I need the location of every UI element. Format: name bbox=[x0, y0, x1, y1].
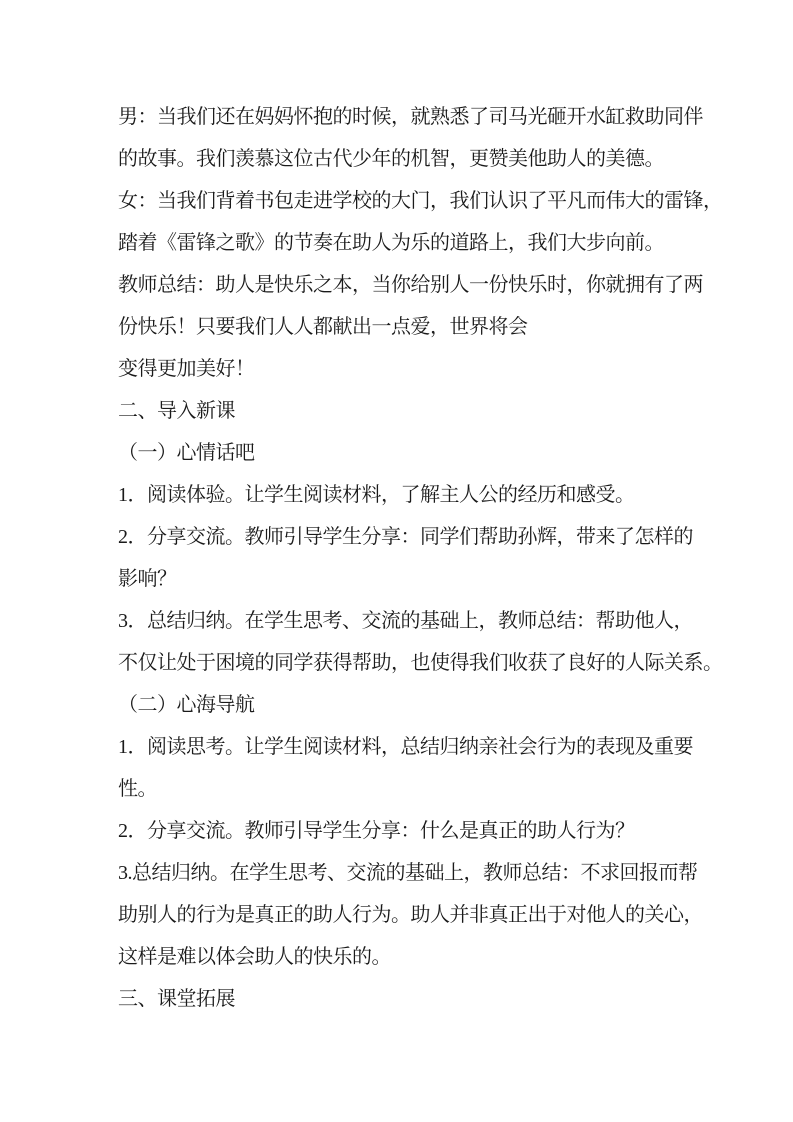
section-heading: 二、导入新课 bbox=[118, 400, 235, 422]
text-line: 2．分享交流。教师引导学生分享：同学们帮助孙辉，带来了怎样的 bbox=[118, 526, 693, 548]
text-line: 1．阅读思考。让学生阅读材料，总结归纳亲社会行为的表现及重要 bbox=[118, 736, 693, 758]
text-line: 的故事。我们羡慕这位古代少年的机智，更赞美他助人的美德。 bbox=[118, 148, 664, 170]
document-text-block bbox=[118, 96, 723, 1020]
text-line: 3．总结归纳。在学生思考、交流的基础上，教师总结：帮助他人， bbox=[118, 610, 693, 632]
text-line: 男：当我们还在妈妈怀抱的时候，就熟悉了司马光砸开水缸救助同伴 bbox=[118, 106, 703, 128]
text-line: 份快乐！只要我们人人都献出一点爱，世界将会 bbox=[118, 316, 528, 338]
text-line: 3.总结归纳。在学生思考、交流的基础上，教师总结：不求回报而帮 bbox=[118, 862, 698, 884]
subsection-heading: （二）心海导航 bbox=[118, 694, 255, 716]
text-line: 这样是难以体会助人的快乐的。 bbox=[118, 946, 391, 968]
subsection-heading: （一）心情话吧 bbox=[118, 442, 255, 464]
text-line: 助别人的行为是真正的助人行为。助人并非真正出于对他人的关心， bbox=[118, 904, 703, 926]
text-line: 性。 bbox=[118, 778, 157, 800]
text-line: 女：当我们背着书包走进学校的大门，我们认识了平凡而伟大的雷锋， bbox=[118, 190, 723, 212]
text-line: 不仅让处于困境的同学获得帮助，也使得我们收获了良好的人际关系。 bbox=[118, 652, 723, 674]
text-line: 2．分享交流。教师引导学生分享：什么是真正的助人行为？ bbox=[118, 820, 635, 842]
text-line: 变得更加美好！ bbox=[118, 358, 255, 380]
text-line: 踏着《雷锋之歌》的节奏在助人为乐的道路上，我们大步向前。 bbox=[118, 232, 664, 254]
text-line: 教师总结：助人是快乐之本，当你给别人一份快乐时，你就拥有了两 bbox=[118, 274, 703, 296]
text-line: 1．阅读体验。让学生阅读材料，了解主人公的经历和感受。 bbox=[118, 484, 635, 506]
section-heading: 三、课堂拓展 bbox=[118, 988, 235, 1010]
text-line: 影响？ bbox=[118, 568, 177, 590]
